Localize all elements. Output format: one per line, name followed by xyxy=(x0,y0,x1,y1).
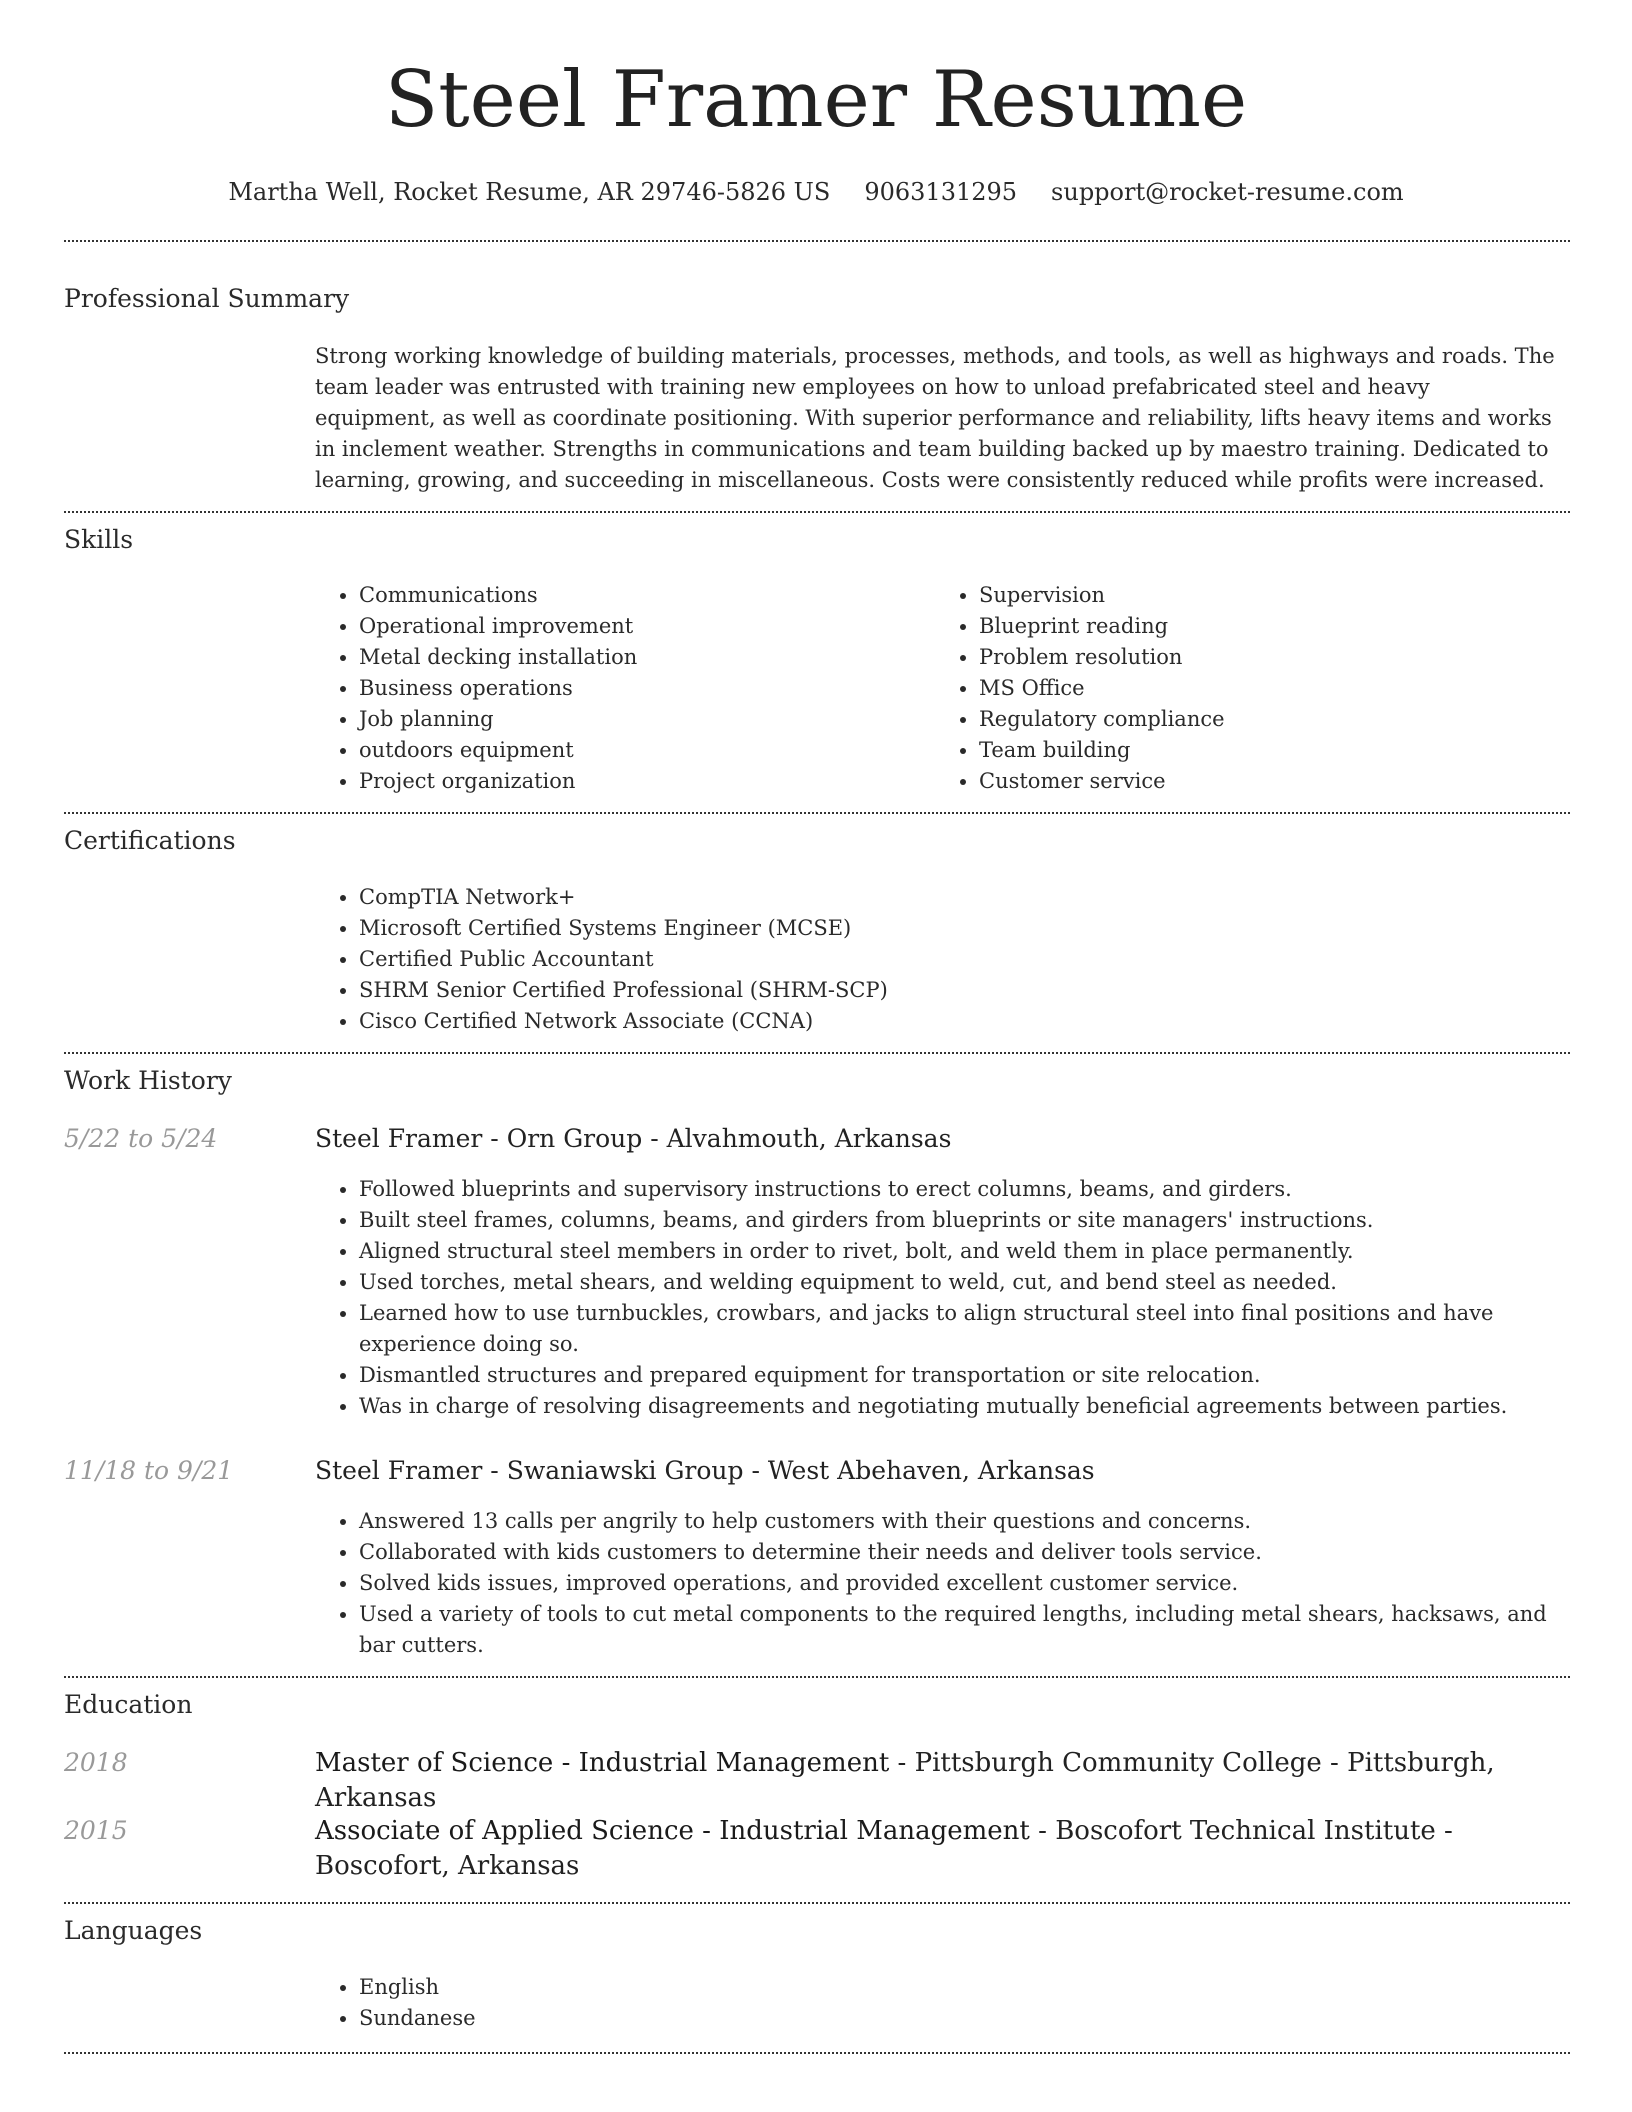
divider xyxy=(64,1902,1570,1904)
job-duties xyxy=(315,1174,1555,1422)
education-entry xyxy=(315,1814,1555,1884)
skill-item: • Regulatory compliance xyxy=(979,704,1555,735)
contact-email: support@rocket-resume.com xyxy=(1051,178,1404,206)
contact-phone: 9063131295 xyxy=(864,178,1018,206)
skill-item: • Supervision xyxy=(979,580,1555,611)
contact-line xyxy=(0,178,1632,206)
skills-list-right xyxy=(935,580,1555,797)
skill-item: • Problem resolution xyxy=(979,642,1555,673)
certification-item: • SHRM Senior Certified Professional (SHRM-SCP) xyxy=(359,975,1555,1006)
divider xyxy=(64,511,1570,513)
job-bullet: • Used torches, metal shears, and welding equipment to weld, cut, and bend steel as needed. xyxy=(359,1267,1555,1298)
job-bullet: • Aligned structural steel members in order to rivet, bolt, and weld them in place permanently. xyxy=(359,1236,1555,1267)
skill-item: • outdoors equipment xyxy=(359,735,935,766)
skill-item: • Blueprint reading xyxy=(979,611,1555,642)
education-year: 2015 xyxy=(64,1816,128,1845)
certification-item: • Certified Public Accountant xyxy=(359,944,1555,975)
skills-columns xyxy=(315,580,1555,797)
skill-item: • Job planning xyxy=(359,704,935,735)
skills-list-left xyxy=(315,580,935,797)
job-dates: 11/18 to 9/21 xyxy=(64,1456,234,1485)
job-bullet: • Collaborated with kids customers to determine their needs and deliver tools service. xyxy=(359,1537,1555,1568)
education-degree: Master of Science - Industrial Management xyxy=(315,1748,890,1778)
section-heading-certifications: Certifications xyxy=(64,826,236,855)
languages-list xyxy=(315,1972,1555,2034)
certifications-body xyxy=(315,882,1555,1037)
divider xyxy=(64,1052,1570,1054)
divider xyxy=(64,812,1570,814)
job-bullet: • Used a variety of tools to cut metal components to the required lengths, including metal shears, hacksaws, and bar cutters. xyxy=(359,1599,1555,1661)
job-dates: 5/22 to 5/24 xyxy=(64,1124,218,1153)
job-bullet-list xyxy=(315,1506,1555,1661)
divider xyxy=(64,2052,1570,2054)
divider xyxy=(64,1676,1570,1678)
skill-item: • Business operations xyxy=(359,673,935,704)
language-item: • Sundanese xyxy=(359,2003,1555,2034)
job-title: Steel Framer - Swaniawski Group - West Abehaven, Arkansas xyxy=(315,1456,1095,1485)
job-bullet: • Was in charge of resolving disagreements and negotiating mutually beneficial agreements between parties. xyxy=(359,1391,1555,1422)
section-heading-work: Work History xyxy=(64,1066,232,1095)
certifications-list xyxy=(315,882,1555,1037)
certification-item: • Cisco Certified Network Associate (CCNA) xyxy=(359,1006,1555,1037)
summary-text: Strong working knowledge of building materials, processes, methods, and tools, as well as highways and roads. The team leader was entrusted with training new employees on how to unload prefabricated steel and heavy equipment, as well as coordinate positioning. With superior performance and reliability, lifts heavy items and works in inclement weather. Strengths in communications and team building backed up by maestro training. Dedicated to learning, growing, and succeeding in miscellaneous. Costs were consistently reduced while profits were increased. xyxy=(315,344,1555,492)
job-bullet: • Built steel frames, columns, beams, and girders from blueprints or site managers' instructions. xyxy=(359,1205,1555,1236)
skill-item: • Team building xyxy=(979,735,1555,766)
education-entry xyxy=(315,1746,1555,1816)
job-bullet: • Solved kids issues, improved operations, and provided excellent customer service. xyxy=(359,1568,1555,1599)
section-heading-skills: Skills xyxy=(64,525,134,554)
education-school: - Boscofort Technical Institute - Boscofort, Arkansas xyxy=(315,1816,1453,1881)
job-bullet: • Dismantled structures and prepared equipment for transportation or site relocation. xyxy=(359,1360,1555,1391)
divider xyxy=(64,240,1570,242)
job-bullet-list xyxy=(315,1174,1555,1422)
certification-item: • Microsoft Certified Systems Engineer (MCSE) xyxy=(359,913,1555,944)
section-heading-languages: Languages xyxy=(64,1916,203,1945)
certification-item: • CompTIA Network+ xyxy=(359,882,1555,913)
job-title: Steel Framer - Orn Group - Alvahmouth, Arkansas xyxy=(315,1124,952,1153)
skill-item: • MS Office xyxy=(979,673,1555,704)
skill-item: • Communications xyxy=(359,580,935,611)
languages-body xyxy=(315,1972,1555,2034)
skill-item: • Customer service xyxy=(979,766,1555,797)
education-year: 2018 xyxy=(64,1748,128,1777)
job-bullet: • Answered 13 calls per angrily to help customers with their questions and concerns. xyxy=(359,1506,1555,1537)
page-title: Steel Framer Resume xyxy=(384,55,1248,145)
section-heading-education: Education xyxy=(64,1690,193,1719)
skill-item: • Metal decking installation xyxy=(359,642,935,673)
job-bullet: • Learned how to use turnbuckles, crowbars, and jacks to align structural steel into final positions and have experience doing so. xyxy=(359,1298,1555,1360)
section-heading-summary: Professional Summary xyxy=(64,284,350,313)
education-degree: Associate of Applied Science - Industrial Management xyxy=(315,1816,1030,1846)
job-bullet: • Followed blueprints and supervisory instructions to erect columns, beams, and girders. xyxy=(359,1174,1555,1205)
skill-item: • Operational improvement xyxy=(359,611,935,642)
education-school: - Pittsburgh Community College - Pittsburgh, Arkansas xyxy=(315,1748,1495,1813)
job-duties xyxy=(315,1506,1555,1661)
language-item: • English xyxy=(359,1972,1555,2003)
skill-item: • Project organization xyxy=(359,766,935,797)
contact-address: Martha Well, Rocket Resume, AR 29746-5826 US xyxy=(228,178,831,206)
